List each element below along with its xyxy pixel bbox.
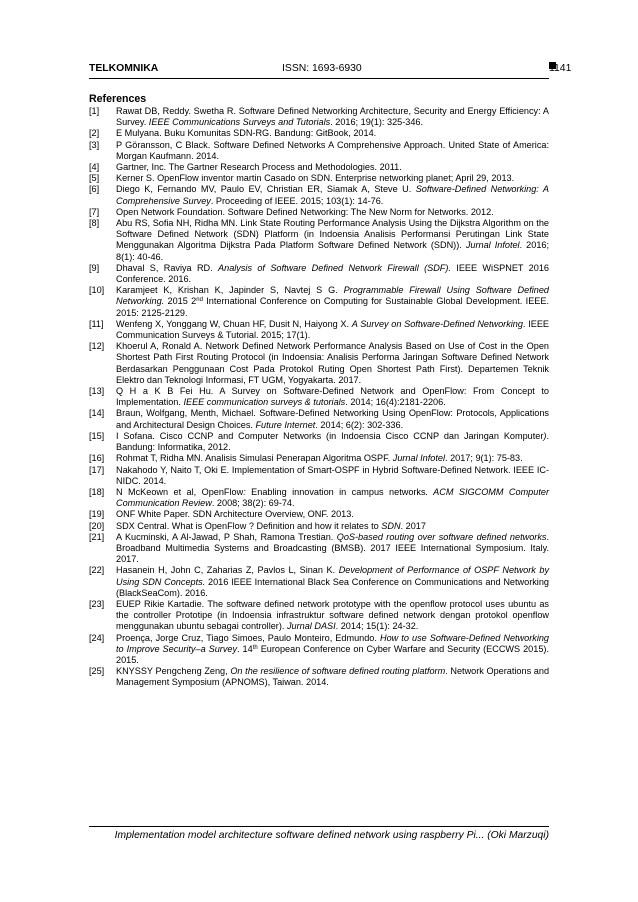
reference-item: [89, 162, 549, 173]
reference-segment: Hasanein H, John C, Zaharias Z, Pavlos L, Sinan K.: [116, 565, 339, 576]
reference-segment: European Conference on Cyber Warfare and Security (ECCWS 2015). 2015.: [116, 643, 549, 665]
reference-number: [1]: [89, 106, 100, 116]
reference-number: [16]: [89, 453, 105, 464]
reference-segment: Jurnal DASI: [286, 621, 336, 632]
reference-segment: I Sofana. Cisco CCNP and Computer Networks (in Indoensia Cisco CCNP dan Jaringan Komputer: [116, 430, 544, 441]
reference-segment: Rohmat T, Ridha MN. Analisis Simulasi Penerapan Algoritma OSPF.: [116, 453, 393, 464]
reference-segment: . 14: [237, 643, 253, 654]
reference-segment: . Bandung: Informatika, 2012.: [116, 430, 549, 453]
reference-segment: Khoerul A, Ronald A. Network Defined Network Performance Analysis Based on Use of Cost in the Open Shortest Path First Routing Protocol (in Indoensia: Analisis Performa Jaringan Software Defined Network Berdasarkan Penggunaan Cost Pada Protokol Ruting Open Shortest Path First). Departemen Teknik Elektro dan Teknologi Informasi, FT UGM, Yogyakarta. 2017.: [116, 341, 549, 385]
reference-segment: th: [252, 644, 258, 651]
reference-item: [89, 487, 549, 509]
reference-item: [89, 565, 549, 599]
reference-segment: Karamjeet K, Krishan K, Japinder S, Navtej S G.: [116, 285, 344, 296]
reference-item: [89, 319, 549, 341]
reference-segment: . 2016; 19(1): 325-346.: [330, 117, 424, 128]
reference-segment: Q H a K B Fei Hu. A Survey on Software-Defined Network and OpenFlow: From Concept to Implementation.: [116, 386, 549, 408]
reference-item: [89, 173, 549, 184]
reference-segment: A Survey on Software-Defined Networking: [351, 318, 523, 329]
reference-item: [89, 341, 549, 386]
reference-segment: . 2014; 16(4):2181-2206.: [345, 397, 446, 408]
reference-segment: Jurnal Infotel: [392, 453, 445, 464]
reference-segment: Programmable Firewall Using Software Defined Networking.: [116, 285, 549, 307]
reference-segment: Development of Performance of OSPF Network by Using SDN Concepts.: [116, 565, 550, 587]
reference-number: [8]: [89, 218, 100, 229]
reference-segment: SDN: [381, 520, 401, 531]
reference-segment: A Kucminski, A Al-Jawad, P Shah, Ramona Trestian.: [116, 531, 337, 542]
reference-segment: Future Internet: [255, 419, 316, 430]
reference-segment: . Network Operations and Management Symposium (APNOMS), Taiwan. 2014.: [116, 666, 550, 688]
reference-segment: Rawat DB, Reddy. Swetha R. Software Defined Networking Architecture, Security and Energy Efficiency: A Survey.: [116, 106, 549, 128]
reference-text: [116, 263, 549, 285]
reference-item: [89, 218, 549, 263]
reference-number: [19]: [89, 509, 105, 520]
reference-number: [3]: [89, 139, 100, 150]
reference-item: [89, 386, 549, 408]
reference-segment: nd: [196, 297, 203, 304]
reference-item: [89, 521, 549, 532]
reference-item: [89, 140, 549, 162]
reference-text: [116, 285, 549, 319]
reference-segment: Analysis of Software Defined Network Firewall (SDF).: [218, 262, 451, 273]
reference-segment: ): [543, 430, 547, 441]
reference-segment: SDX Central. What is OpenFlow ? Definition and how it relates to: [116, 520, 382, 531]
reference-segment: Software-Defined Networking: A Comprehensive Survey: [116, 184, 550, 206]
reference-text: [116, 521, 549, 532]
reference-number: [5]: [89, 173, 100, 184]
reference-number: [20]: [89, 520, 105, 531]
reference-segment: . 2016; 8(1): 40-46.: [116, 240, 550, 262]
reference-text: [116, 386, 549, 408]
reference-segment: Wenfeng X, Yonggang W, Chuan HF, Dusit N, Haiyong X.: [116, 318, 352, 329]
reference-text: [116, 509, 549, 520]
reference-segment: 2016 IEEE International Black Sea Conference on Communications and Networking (BlackSeaCom). 2016.: [116, 576, 549, 598]
reference-number: [7]: [89, 206, 100, 217]
reference-segment: IEEE Communications Surveys and Tutorials: [148, 117, 331, 128]
reference-item: [89, 184, 549, 206]
reference-item: [89, 453, 549, 464]
reference-text: [116, 162, 549, 173]
reference-text: [116, 184, 549, 206]
reference-segment: Kerner S. OpenFlow inventor martin Casado on SDN. Enterprise networking planet; April 29, 2013.: [116, 173, 515, 184]
reference-text: [116, 453, 549, 464]
reference-text: [116, 565, 549, 599]
header-rule: [89, 78, 549, 79]
reference-item: [89, 509, 549, 520]
reference-segment: . Broadband Multimedia Systems and Broadcasting (BMSB). 2017 IEEE International Symposium. Italy. 2017.: [116, 531, 549, 565]
reference-segment: 2015 2: [164, 296, 197, 307]
reference-segment: . 2017; 9(1): 75-83.: [445, 453, 523, 464]
reference-text: [116, 431, 549, 453]
reference-number: [21]: [89, 531, 105, 542]
reference-segment: Nakahodo Y, Naito T, Oki E. Implementation of Smart-OSPF in Hybrid Software-Defined Network. IEEE IC-NIDC. 2014.: [116, 464, 549, 486]
reference-item: [89, 532, 549, 566]
reference-segment: Jurnal Infotel: [465, 240, 520, 251]
reference-list: [89, 106, 549, 689]
page-number: 1141: [549, 63, 572, 74]
footer-rule: [89, 826, 549, 827]
reference-text: [116, 408, 549, 430]
reference-text: [116, 218, 549, 263]
reference-number: [9]: [89, 262, 100, 273]
reference-text: [116, 128, 549, 139]
reference-text: [116, 140, 549, 162]
reference-segment: . 2014; 15(1): 24-32.: [335, 621, 419, 632]
reference-segment: P Göransson, C Black. Software Defined Networks A Comprehensive Approach. United State of America: Morgan Kaufmann. 2014.: [116, 139, 549, 161]
reference-item: [89, 465, 549, 487]
reference-item: [89, 666, 549, 688]
reference-item: [89, 633, 549, 667]
reference-segment: EUEP Rikie Kartadie. The software defined network prototype with the openflow protocol uses ubuntu as the controller Prototipe (in Indoensia infrastruktur software defined network dengan protokol openflow menggunakan ubuntu sebagai controller).: [116, 598, 549, 632]
reference-number: [11]: [89, 318, 104, 329]
reference-number: [13]: [89, 386, 105, 397]
reference-segment: Braun, Wolfgang, Menth, Michael. Software-Defined Networking Using OpenFlow: Protocols, Applications and Architectural Design Choices.: [116, 408, 549, 430]
reference-segment: . ACM SIGCOMM Computer Communication Review: [116, 486, 549, 509]
reference-segment: Proença, Jorge Cruz, Tiago Simoes, Paulo Monteiro, Edmundo.: [116, 632, 380, 643]
reference-segment: . 2017: [400, 520, 426, 531]
references-heading: References: [89, 93, 147, 105]
reference-number: [10]: [89, 285, 105, 296]
reference-segment: International Conference on Computing for Sustainable Global Development. IEEE. 2015: 2125-2129.: [116, 296, 549, 318]
reference-number: [14]: [89, 408, 105, 419]
journal-name: TELKOMNIKA: [89, 63, 159, 74]
reference-segment: IEEE WiSPNET 2016 Conference. 2016.: [116, 262, 549, 285]
reference-segment: N McKeown et al, OpenFlow: [116, 486, 244, 497]
reference-segment: Open Network Foundation. Software Defined Networking: The New Norm for Networks. 2012.: [116, 206, 494, 217]
reference-segment: KNYSSY Pengcheng Zeng,: [116, 666, 231, 677]
reference-item: [89, 207, 549, 218]
reference-number: [25]: [89, 666, 105, 677]
reference-segment: IEEE communication surveys & tutorials: [183, 397, 346, 408]
reference-text: [116, 106, 549, 128]
reference-text: [116, 666, 549, 688]
reference-segment: ONF White Paper. SDN Architecture Overview, ONF. 2013.: [116, 509, 354, 520]
issn: ISSN: 1693-6930: [282, 63, 362, 74]
reference-segment: Enabling innovation in campus networks: [245, 486, 426, 497]
reference-segment: Dhaval S, Raviya RD.: [116, 262, 219, 273]
reference-item: [89, 106, 549, 128]
reference-number: [24]: [89, 632, 105, 643]
reference-segment: . 2008; 38(2): 69-74.: [211, 498, 295, 509]
reference-segment: Diego K, Fernando MV, Paulo EV, Christian ER, Siamak A, Steve U.: [116, 184, 416, 195]
reference-item: [89, 285, 549, 319]
reference-number: [2]: [89, 128, 100, 139]
reference-text: [116, 532, 549, 566]
reference-segment: How to use Software-Defined Networking to Improve Security–a Survey: [116, 632, 549, 654]
reference-text: [116, 633, 549, 667]
running-footer: Implementation model architecture software defined network using raspberry Pi... (Oki Marzuqi): [114, 830, 549, 841]
reference-number: [15]: [89, 430, 105, 441]
reference-number: [22]: [89, 565, 105, 576]
reference-segment: . 2014; 6(2): 302-336.: [315, 419, 404, 430]
reference-text: [116, 319, 549, 341]
reference-item: [89, 128, 549, 139]
reference-text: [116, 207, 549, 218]
reference-number: [23]: [89, 598, 105, 609]
reference-text: [116, 599, 549, 633]
reference-segment: Abu RS, Sofia NH, Ridha MN. Link State Routing Performance Analysis Using the Dijkstra Algorithm on the Software Defined Network (SDN) Platform (in Indoensia Analisis Performansi Perutingan Link State Menggunakan Algoritma Dijkstra Pada Platform Software Defined Network (SDN)).: [116, 218, 549, 251]
reference-segment: On the resilience of software defined routing platform: [230, 666, 446, 677]
reference-text: [116, 173, 549, 184]
reference-segment: E Mulyana. Buku Komunitas SDN-RG. Bandung: GitBook, 2014.: [116, 128, 377, 139]
reference-text: [116, 487, 549, 509]
reference-segment: Gartner, Inc. The Gartner Research Process and Methodologies. 2011.: [116, 162, 402, 173]
reference-item: [89, 263, 549, 285]
reference-segment: :: [243, 486, 246, 497]
reference-text: [116, 341, 549, 386]
reference-item: [89, 431, 549, 453]
reference-number: [4]: [89, 162, 100, 173]
reference-number: [6]: [89, 184, 100, 195]
running-header: [89, 62, 572, 78]
reference-segment: QoS-based routing over software defined networks: [336, 531, 547, 542]
reference-number: [17]: [89, 464, 105, 475]
reference-number: [12]: [89, 341, 105, 352]
reference-item: [89, 408, 549, 430]
reference-segment: . Proceeding of IEEE. 2015; 103(1): 14-76.: [210, 195, 384, 206]
reference-segment: . IEEE Communication Surveys & Tutorial. 2015; 17(1).: [116, 318, 549, 341]
reference-item: [89, 599, 549, 633]
reference-number: [18]: [89, 486, 105, 497]
reference-text: [116, 465, 549, 487]
